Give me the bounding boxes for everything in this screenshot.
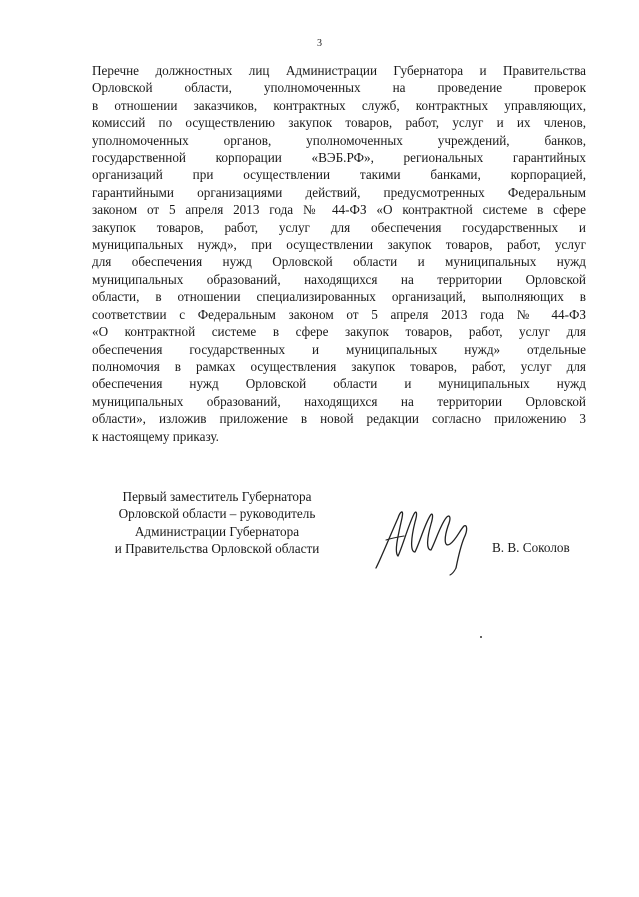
paragraph-line: законом от 5 апреля 2013 года № 44-ФЗ «О контрактной системе в сфере bbox=[92, 202, 586, 218]
page-number: 3 bbox=[317, 38, 322, 49]
paragraph-line: муниципальных образований, находящихся на территории Орловской bbox=[92, 271, 586, 287]
paragraph-line: гарантийными организациями действий, предусмотренных Федеральным bbox=[92, 184, 586, 200]
paragraph-line: соответствии с Федеральным законом от 5 апреля 2013 года № 44-ФЗ bbox=[92, 306, 586, 322]
paragraph-line: обеспечения нужд Орловской области и муниципальных нужд bbox=[92, 376, 586, 392]
paragraph-line: обеспечения государственных и муниципальных нужд» отдельные bbox=[92, 341, 586, 357]
paragraph-line: муниципальных образований, находящихся на территории Орловской bbox=[92, 393, 586, 409]
paragraph-line: комиссий по осуществлению закупок товаров, работ, услуг и их членов, bbox=[92, 115, 586, 131]
paragraph-line: организаций при осуществлении такими банками, корпорацией, bbox=[92, 167, 586, 183]
signatory-title-line: Первый заместитель Губернатора bbox=[122, 489, 312, 504]
paragraph-line: «О контрактной системе в сфере закупок товаров, работ, услуг для bbox=[92, 324, 586, 340]
paragraph-line: полномочия в рамках осуществления закупок товаров, работ, услуг для bbox=[92, 358, 586, 374]
paragraph-line: для обеспечения нужд Орловской области и муниципальных нужд bbox=[92, 254, 586, 270]
paragraph-line: к настоящему приказу. bbox=[92, 428, 219, 444]
paragraph-line: муниципальных нужд», при осуществлении закупок товаров, работ, услуг bbox=[92, 237, 586, 253]
paragraph-line: уполномоченных органов, уполномоченных учреждений, банков, bbox=[92, 132, 586, 148]
signatory-title-line: Администрации Губернатора bbox=[134, 523, 300, 539]
signatory-title-line: и Правительства Орловской области bbox=[114, 541, 320, 557]
signatory-title bbox=[92, 488, 342, 558]
order-paragraph bbox=[92, 62, 586, 445]
signatory-name: В. В. Соколов bbox=[492, 540, 570, 555]
paragraph-line: Орловской области, уполномоченных на проведение проверок bbox=[92, 80, 586, 96]
paragraph-line: в отношении заказчиков, контрактных служб, контрактных управляющих, bbox=[92, 97, 586, 113]
paragraph-line: области», изложив приложение в новой редакции согласно приложению 3 bbox=[92, 411, 586, 427]
paragraph-line: государственной корпорации «ВЭБ.РФ», региональных гарантийных bbox=[92, 150, 586, 166]
signature-block bbox=[92, 488, 586, 598]
scan-speck bbox=[480, 636, 482, 638]
paragraph-line: области, в отношении специализированных организаций, выполняющих в bbox=[92, 289, 586, 305]
handwritten-signature bbox=[368, 496, 478, 576]
paragraph-line: закупок товаров, работ, услуг для обеспечения государственных и bbox=[92, 219, 586, 235]
signatory-title-line: Орловской области – руководитель bbox=[118, 506, 316, 522]
paragraph-line: Перечне должностных лиц Администрации Губернатора и Правительства bbox=[92, 63, 586, 78]
